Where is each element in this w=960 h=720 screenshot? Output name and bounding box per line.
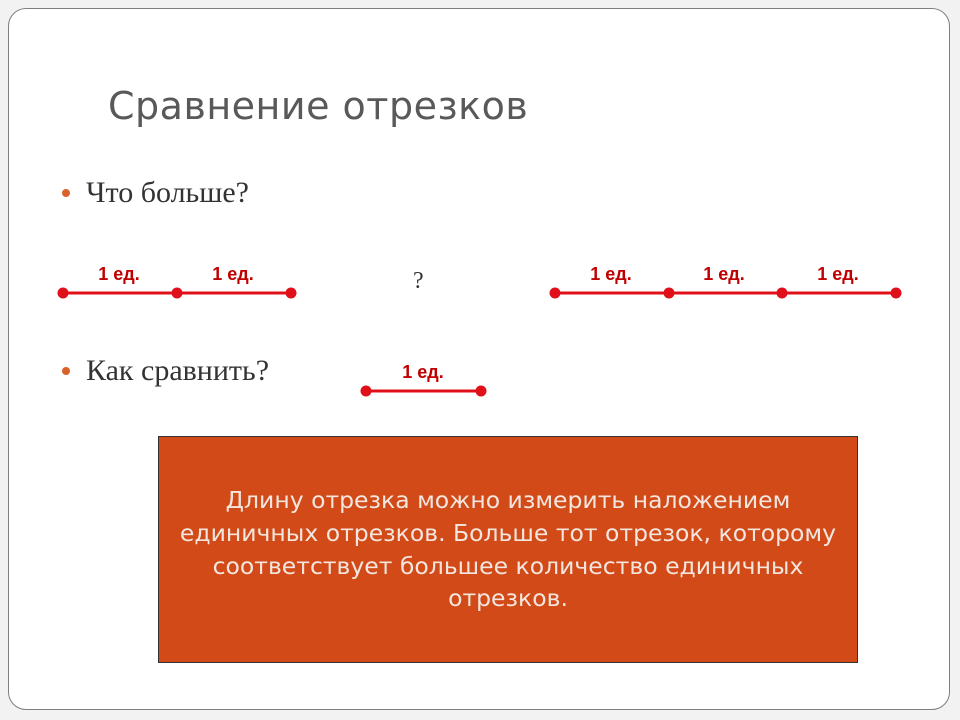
segment-point [361,386,372,397]
right-segment [550,288,902,299]
left-segment-label-2: 1 ед. [212,264,254,284]
right-segment-label-3: 1 ед. [817,264,859,284]
unit-segment [361,386,487,397]
question-mark: ? [413,268,424,294]
segment-point [58,288,69,299]
callout-text: Длину отрезка можно измерить наложением единичных отрезков. Больше тот отрезок, которому соответствует большее количество единичных отрезков. [179,485,837,613]
segment-point [286,288,297,299]
segment-point [550,288,561,299]
bullet-text: Как сравнить? [86,354,270,387]
slide-title: Сравнение отрезков [108,84,529,128]
segment-point [891,288,902,299]
segment-point [476,386,487,397]
left-segment [58,288,297,299]
left-segment-label-1: 1 ед. [98,264,140,284]
segment-point [172,288,183,299]
callout-box [158,436,858,663]
right-segment-label-2: 1 ед. [703,264,745,284]
segment-point [664,288,675,299]
right-segment-label-1: 1 ед. [590,264,632,284]
segment-point [777,288,788,299]
unit-segment-label: 1 ед. [402,362,444,382]
bullet-text: Что больше? [86,176,249,209]
